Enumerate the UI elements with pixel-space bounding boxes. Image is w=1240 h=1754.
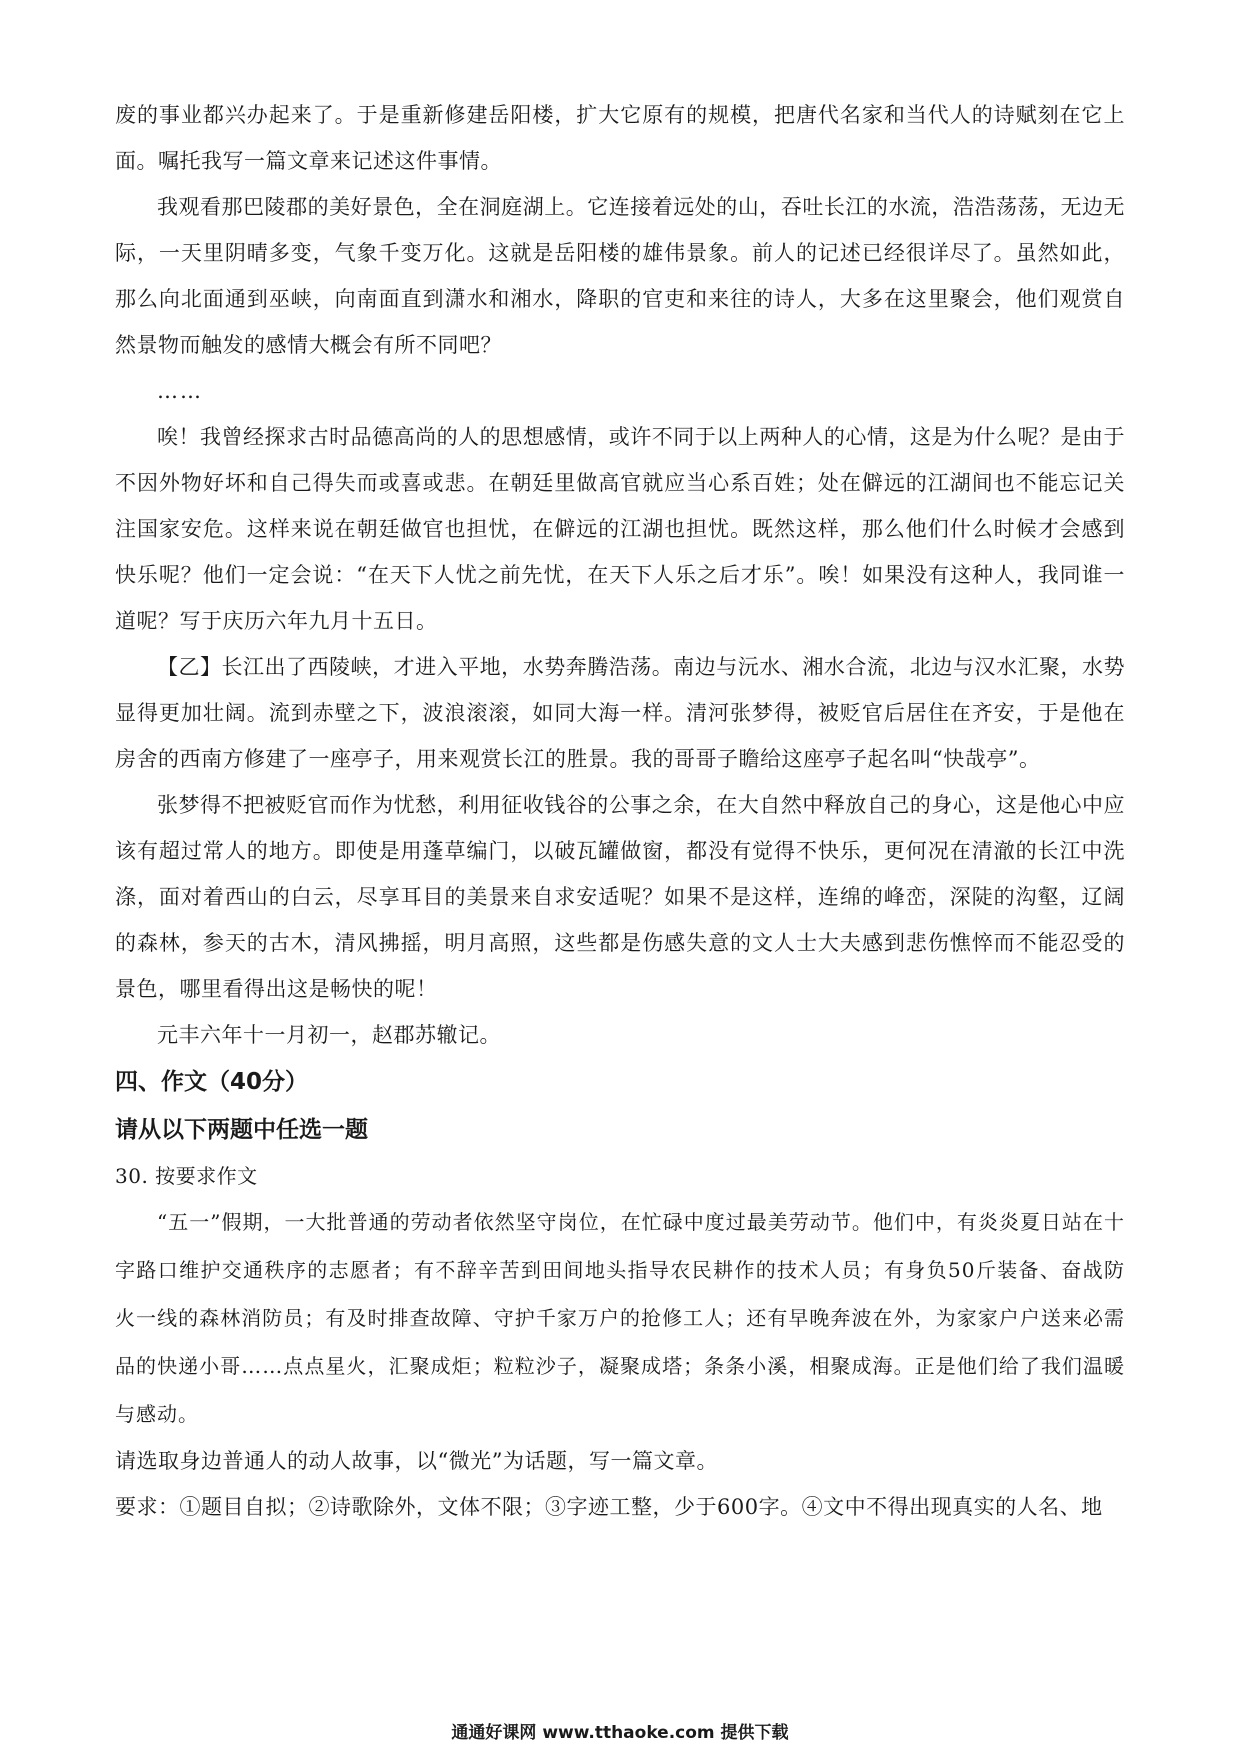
page-footer: 通通好课网 www.tthaoke.com 提供下载 — [451, 1723, 789, 1743]
question-label: 30. 按要求作文 — [115, 1164, 258, 1188]
section-heading-composition: 四、作文（40分） — [115, 1069, 309, 1095]
document-page — [115, 92, 1125, 1530]
sub-heading-choose: 请从以下两题中任选一题 — [115, 1117, 368, 1143]
paragraph-signature: 元丰六年十一月初一，赵郡苏辙记。 — [157, 1023, 501, 1047]
essay-instruction: 请选取身边普通人的动人故事，以“微光”为话题，写一篇文章。 — [115, 1449, 718, 1473]
paragraph-zhang-mengde: 张梦得不把被贬官而作为忧愁，利用征收钱谷的公事之余，在大自然中释放自己的身心，这是他心中应该有超过常人的地方。即使是用蓬草编门，以破瓦罐做窗，都没有觉得不快乐，更何况在清澈的长江中洗涤，面对着西山的白云，尽享耳目的美景来自求安适呢？如果不是这样，连绵的峰峦，深陡的沟壑，辽阔的森林，参天的古木，清风拂摇，明月高照，这些都是伤感失意的文人士大夫感到悲伤憔悴而不能忍受的景色，哪里看得出这是畅快的呢！ — [115, 793, 1125, 1001]
paragraph-yi-passage: 【乙】长江出了西陵峡，才进入平地，水势奔腾浩荡。南边与沅水、湘水合流，北边与汉水汇聚，水势显得更加壮阔。流到赤壁之下，波浪滚滚，如同大海一样。清河张梦得，被贬官后居住在齐安，于是他在房舍的西南方修建了一座亭子，用来观赏长江的胜景。我的哥哥子瞻给这座亭子起名叫“快哉亭”。 — [115, 655, 1125, 771]
ellipsis: …… — [157, 379, 203, 403]
paragraph-ancient-virtue: 唉！我曾经探求古时品德高尚的人的思想感情，或许不同于以上两种人的心情，这是为什么呢？是由于不因外物好坏和自己得失而或喜或悲。在朝廷里做高官就应当心系百姓；处在僻远的江湖间也不能忘记关注国家安危。这样来说在朝廷做官也担忧，在僻远的江湖也担忧。既然这样，那么他们什么时候才会感到快乐呢？他们一定会说：“在天下人忧之前先忧，在天下人乐之后才乐”。唉！如果没有这种人，我同谁一道呢？写于庆历六年九月十五日。 — [115, 425, 1125, 633]
paragraph-continuation: 废的事业都兴办起来了。于是重新修建岳阳楼，扩大它原有的规模，把唐代名家和当代人的诗赋刻在它上面。嘱托我写一篇文章来记述这件事情。 — [115, 103, 1125, 173]
paragraph-baling-scenery: 我观看那巴陵郡的美好景色，全在洞庭湖上。它连接着远处的山，吞吐长江的水流，浩浩荡荡，无边无际，一天里阴晴多变，气象千变万化。这就是岳阳楼的雄伟景象。前人的记述已经很详尽了。虽然如此，那么向北面通到巫峡，向南面直到潇水和湘水，降职的官吏和来往的诗人，大多在这里聚会，他们观赏自然景物而触发的感情大概会有所不同吧？ — [115, 195, 1125, 357]
essay-requirements: 要求：①题目自拟；②诗歌除外，文体不限；③字迹工整，少于600字。④文中不得出现真实的人名、地 — [115, 1495, 1103, 1519]
essay-prompt: “五一”假期，一大批普通的劳动者依然坚守岗位，在忙碌中度过最美劳动节。他们中，有炎炎夏日站在十字路口维护交通秩序的志愿者；有不辞辛苦到田间地头指导农民耕作的技术人员；有身负50斤装备、奋战防火一线的森林消防员；有及时排查故障、守护千家万户的抢修工人；还有早晚奔波在外，为家家户户送来必需品的快递小哥……点点星火，汇聚成炬；粒粒沙子，凝聚成塔；条条小溪，相聚成海。正是他们给了我们温暖与感动。 — [115, 1210, 1125, 1426]
